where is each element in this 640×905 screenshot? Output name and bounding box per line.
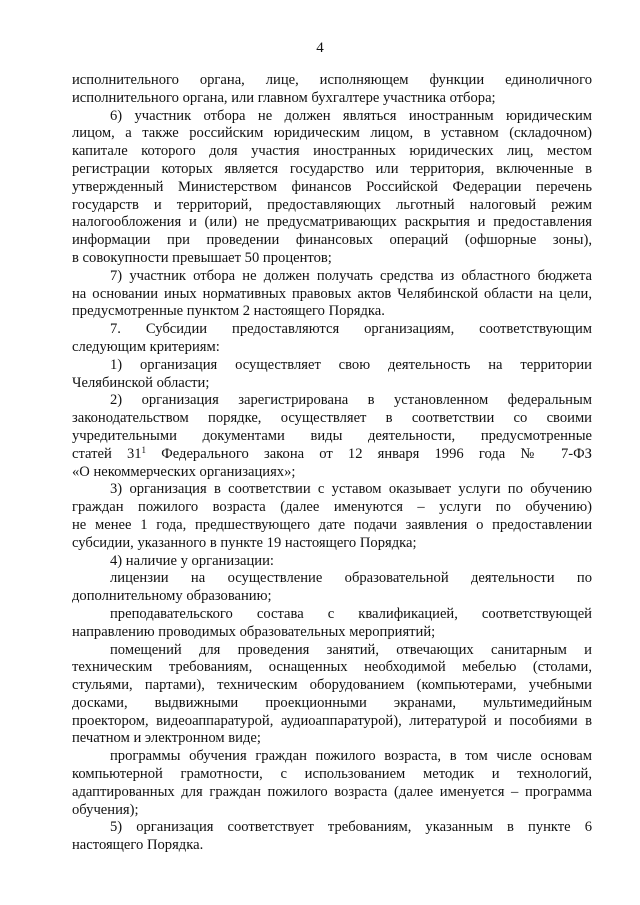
text-line: дополнительному образованию; <box>72 588 272 605</box>
text-line: адаптированных для граждан пожилого возраста (далее именуется – программа <box>72 783 592 800</box>
paragraph <box>72 748 592 819</box>
paragraph <box>72 321 592 357</box>
text-line: 2) организация зарегистрирована в установленном федеральным <box>110 392 592 409</box>
text-line: на основании иных нормативных правовых актов Челябинской области на цели, <box>72 285 592 302</box>
document-body <box>72 72 592 855</box>
text-line: учредительными документами виды деятельности, предусмотренные <box>72 427 592 444</box>
text-line: печатном и электронном виде; <box>72 730 261 747</box>
paragraph <box>72 570 592 606</box>
law-reference-suffix: Федерального закона от 12 января 1996 года № 7-ФЗ <box>146 445 592 462</box>
text-line: настоящего Порядка. <box>72 837 204 854</box>
law-reference-paragraph <box>72 446 592 482</box>
text-line: помещений для проведения занятий, отвечающих санитарным и <box>110 641 592 658</box>
text-line: 6) участник отбора не должен являться иностранным юридическим <box>110 107 592 124</box>
text-line: 7) участник отбора не должен получать средства из областного бюджета <box>110 267 592 284</box>
text-line: проектором, видеоаппаратурой, аудиоаппаратурой), литературой и пособиями в <box>72 712 592 729</box>
text-line: 3) организация в соответствии с уставом оказывает услуги по обучению <box>110 481 592 498</box>
text-line: регистрации которых является государство или территория, включенные в <box>72 160 592 177</box>
paragraph <box>72 268 592 321</box>
text-line: информации при проведении финансовых операций (офшорные зоны), <box>72 232 592 249</box>
text-line: направлению проводимых образовательных мероприятий; <box>72 623 436 640</box>
paragraph <box>72 606 592 642</box>
text-line <box>72 446 592 464</box>
paragraph <box>72 357 592 393</box>
text-line: лицом, а также российским юридическим лицом, в уставном (складочном) <box>72 125 592 142</box>
text-line: в совокупности превышает 50 процентов; <box>72 249 332 266</box>
text-line: 1) организация осуществляет свою деятельность на территории <box>110 356 592 373</box>
text-line: преподавательского состава с квалификацией, соответствующей <box>110 605 592 622</box>
paragraph <box>72 553 592 571</box>
text-line: законодательством порядке, осуществляет в соответствии со своими <box>72 410 592 427</box>
text-line: следующим критериям: <box>72 338 220 355</box>
page-number: 4 <box>316 40 324 56</box>
text-line: Челябинской области; <box>72 374 210 391</box>
text-line: стульями, партами), техническим оборудованием (компьютерами, учебными <box>72 677 592 694</box>
text-line: 5) организация соответствует требованиям, указанным в пункте 6 <box>110 819 592 836</box>
text-line: лицензии на осуществление образовательной деятельности по <box>110 570 592 587</box>
paragraph <box>72 819 592 855</box>
text-line: 4) наличие у организации: <box>110 552 274 569</box>
text-line: программы обучения граждан пожилого возраста, в том числе основам <box>110 748 592 765</box>
text-line: государств и территорий, предоставляющих льготный налоговый режим <box>72 196 592 213</box>
text-line: досками, выдвижными проекционными экранами, мультимедийным <box>72 694 592 711</box>
text-line: налогообложения и (или) не предусматривающих раскрытия и предоставления <box>72 214 592 231</box>
text-line: не менее 1 года, предшествующего дате подачи заявления о предоставлении <box>72 516 592 533</box>
text-line: граждан пожилого возраста (далее именуются – услуги по обучению) <box>72 499 592 516</box>
paragraph <box>72 642 592 749</box>
text-line: исполнительного органа, или главном бухгалтере участника отбора; <box>72 89 496 106</box>
law-reference-prefix: статей 31 <box>72 445 142 462</box>
law-reference-superscript: 1 <box>141 445 147 455</box>
text-line: компьютерной грамотности, с использованием методик и технологий, <box>72 766 592 783</box>
text-line: утвержденный Министерством финансов Российской Федерации перечень <box>72 178 592 195</box>
text-line: «О некоммерческих организациях»; <box>72 463 296 480</box>
text-line: обучения); <box>72 801 139 818</box>
paragraph <box>72 392 592 445</box>
text-line: капитале которого доля участия иностранных юридических лиц, местом <box>72 143 592 160</box>
text-line: техническим требованиям, оснащенных необходимой мебелью (столами, <box>72 659 592 676</box>
text-line: предусмотренные пунктом 2 настоящего Порядка. <box>72 303 385 320</box>
paragraph <box>72 72 592 108</box>
paragraph <box>72 108 592 268</box>
text-line: исполнительного органа, лице, исполняющем функции единоличного <box>72 72 592 88</box>
paragraph <box>72 481 592 552</box>
text-line: 7. Субсидии предоставляются организациям, соответствующим <box>110 321 592 338</box>
text-line: субсидии, указанного в пункте 19 настоящего Порядка; <box>72 534 417 551</box>
